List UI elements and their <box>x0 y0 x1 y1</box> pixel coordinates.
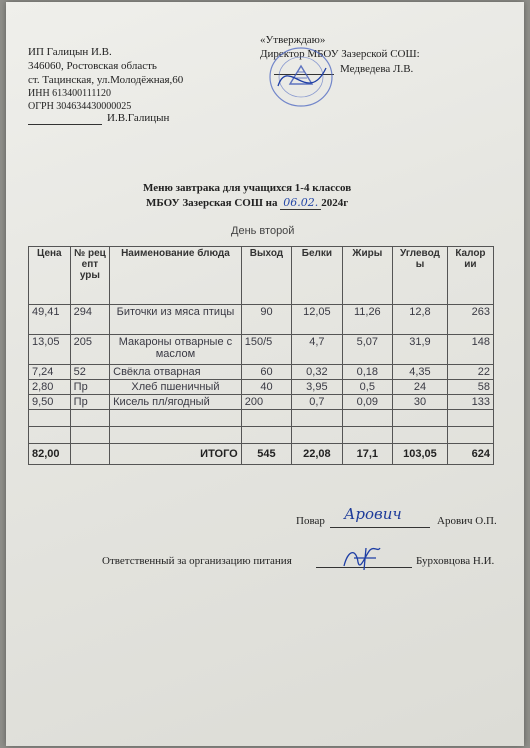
menu-subtitle-suffix: 2024г <box>321 197 349 209</box>
cook-name: Арович О.П. <box>437 515 497 527</box>
org-address-1: 346060, Ростовская область <box>28 60 157 72</box>
responsible-signature-icon <box>340 544 384 574</box>
org-signature-name: И.В.Галицын <box>107 112 170 124</box>
cell-fat: 11,26 <box>342 305 392 335</box>
menu-title: Меню завтрака для учащихся 1-4 классов <box>143 182 352 194</box>
cell-recipe: 294 <box>70 305 109 335</box>
table-header-row <box>29 247 494 305</box>
total-label: ИТОГО <box>110 444 242 465</box>
menu-day: День второй <box>231 225 295 237</box>
cell-protein: 3,95 <box>292 380 342 395</box>
cell-dish: Кисель пл/ягодный <box>110 395 242 410</box>
cell-fat: 0,09 <box>342 395 392 410</box>
cell-recipe: 205 <box>70 335 109 365</box>
responsible-name: Бурховцова Н.И. <box>416 555 495 567</box>
org-name: ИП Галицын И.В. <box>28 46 112 58</box>
col-header-dish: Наименование блюда <box>110 247 242 305</box>
cook-signature-line <box>330 527 430 528</box>
cell-protein: 0,7 <box>292 395 342 410</box>
school-stamp-icon <box>268 46 334 108</box>
cell-fat: 5,07 <box>342 335 392 365</box>
org-address-2: ст. Тацинская, ул.Молодёжная,60 <box>28 74 184 86</box>
col-header-calories: Калор ии <box>447 247 493 305</box>
total-yield: 545 <box>241 444 291 465</box>
total-price: 82,00 <box>29 444 71 465</box>
cell-fat: 0,18 <box>342 365 392 380</box>
col-header-price: Цена <box>29 247 71 305</box>
total-recipe <box>70 444 109 465</box>
cell-carbs: 30 <box>393 395 448 410</box>
menu-table <box>28 246 494 465</box>
table-row <box>29 335 494 365</box>
cell-carbs: 12,8 <box>393 305 448 335</box>
cell-fat: 0,5 <box>342 380 392 395</box>
table-row-empty <box>29 410 494 427</box>
table-row <box>29 395 494 410</box>
cell-yield: 150/5 <box>241 335 291 365</box>
menu-date: 06.02. <box>280 196 321 210</box>
table-row-empty <box>29 427 494 444</box>
col-header-protein: Белки <box>292 247 342 305</box>
total-carbs: 103,05 <box>393 444 448 465</box>
table-row <box>29 380 494 395</box>
cell-price: 7,24 <box>29 365 71 380</box>
cell-calories: 133 <box>447 395 493 410</box>
menu-subtitle <box>146 196 348 209</box>
cell-calories: 58 <box>447 380 493 395</box>
total-protein: 22,08 <box>292 444 342 465</box>
cell-dish: Макароны отварные с маслом <box>110 335 242 365</box>
total-calories: 624 <box>447 444 493 465</box>
cell-calories: 148 <box>447 335 493 365</box>
cell-price: 13,05 <box>29 335 71 365</box>
cell-recipe: 52 <box>70 365 109 380</box>
table-row <box>29 365 494 380</box>
cell-price: 2,80 <box>29 380 71 395</box>
col-header-recipe: № рец епт уры <box>70 247 109 305</box>
cell-recipe: Пр <box>70 380 109 395</box>
cell-yield: 90 <box>241 305 291 335</box>
cell-calories: 263 <box>447 305 493 335</box>
col-header-carbs: Углевод ы <box>393 247 448 305</box>
cook-label: Повар <box>296 515 325 527</box>
cell-dish: Хлеб пшеничный <box>110 380 242 395</box>
cell-calories: 22 <box>447 365 493 380</box>
cell-price: 49,41 <box>29 305 71 335</box>
cell-recipe: Пр <box>70 395 109 410</box>
cell-carbs: 24 <box>393 380 448 395</box>
director-title: Директор МБОУ Зазерской СОШ: <box>260 48 420 60</box>
table-row <box>29 305 494 335</box>
col-header-fat: Жиры <box>342 247 392 305</box>
cell-dish: Свёкла отварная <box>110 365 242 380</box>
responsible-label: Ответственный за организацию питания <box>102 555 292 567</box>
cell-carbs: 4,35 <box>393 365 448 380</box>
approve-label: «Утверждаю» <box>260 34 326 46</box>
cell-protein: 4,7 <box>292 335 342 365</box>
cell-yield: 200 <box>241 395 291 410</box>
cell-carbs: 31,9 <box>393 335 448 365</box>
cell-yield: 40 <box>241 380 291 395</box>
cell-yield: 60 <box>241 365 291 380</box>
col-header-yield: Выход <box>241 247 291 305</box>
cell-protein: 12,05 <box>292 305 342 335</box>
cook-signature: Арович <box>344 505 402 523</box>
cell-price: 9,50 <box>29 395 71 410</box>
document-page <box>6 2 524 746</box>
org-inn: ИНН 613400111120 <box>28 88 112 99</box>
cell-protein: 0,32 <box>292 365 342 380</box>
menu-subtitle-prefix: МБОУ Зазерская СОШ на <box>146 197 278 209</box>
signature-line-left <box>28 124 102 125</box>
director-name: Медведева Л.В. <box>340 63 414 75</box>
table-total-row <box>29 444 494 465</box>
total-fat: 17,1 <box>342 444 392 465</box>
org-ogrn: ОГРН 304634430000025 <box>28 101 132 112</box>
cell-dish: Биточки из мяса птицы <box>110 305 242 335</box>
